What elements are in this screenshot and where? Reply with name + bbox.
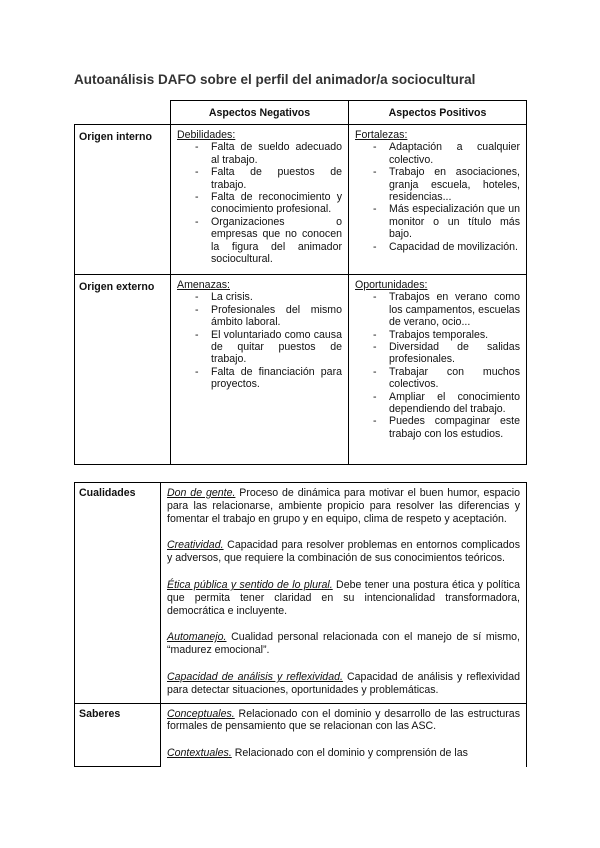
row-origen-externo: [75, 275, 527, 465]
amenazas-cell: [171, 275, 349, 465]
list-item: - Ampliar el conocimiento dependiendo del trabajo.: [355, 391, 520, 416]
saber-term: Conceptuales.: [167, 707, 235, 720]
row-label: Origen interno: [75, 125, 171, 275]
list-item: - Falta de reconocimiento y conocimiento profesional.: [177, 191, 342, 216]
saberes-cell: [161, 703, 527, 766]
saber-paragraph: [167, 747, 520, 760]
row-cualidades: [75, 483, 527, 704]
list-item: - Falta de sueldo adecuado al trabajo.: [177, 141, 342, 166]
dafo-table: [74, 100, 527, 465]
saber-text: Relacionado con el dominio y desarrollo de las estructuras formales de pensamiento que se relacionan con las ASC.: [167, 707, 520, 733]
saber-paragraph: [167, 708, 520, 734]
list-item: - Trabajos temporales.: [355, 329, 520, 341]
cualidad-term: Creatividad.: [167, 539, 224, 552]
cualidad-text: Capacidad para resolver problemas en entornos complicados y adversos, que requiere la combinación de sus conocimientos teóricos.: [167, 539, 520, 565]
cualidad-text: Proceso de dinámica para motivar el buen humor, espacio para las relacionarse, ambiente propicio para resolver las diferencias y fomentar el trabajo en grupo y en equipo, clima de respeto y aceptación.: [167, 487, 520, 525]
cualidad-term: Ética pública y sentido de lo plural.: [167, 578, 333, 591]
debilidades-list: [177, 141, 342, 265]
saber-text: Relacionado con el dominio y comprensión de las: [231, 747, 468, 760]
list-item: - Adaptación a cualquier colectivo.: [355, 141, 520, 166]
list-item: - Diversidad de salidas profesionales.: [355, 341, 520, 366]
oportunidades-heading: Oportunidades:: [355, 279, 428, 291]
amenazas-heading: Amenazas:: [177, 279, 230, 291]
cualidad-term: Don de gente.: [167, 487, 236, 499]
cualidades-saberes-table: [74, 482, 527, 767]
cualidad-text: Debe tener una postura ética y política que permita tener claridad en su intencionalidad transformadora, democrática e incluyente.: [167, 578, 520, 617]
fortalezas-heading: Fortalezas:: [355, 129, 408, 141]
row-label: Cualidades: [75, 483, 161, 704]
cualidad-paragraph: [167, 631, 520, 657]
row-saberes: [75, 703, 527, 766]
list-item: - Más especialización que un monitor o un título más bajo.: [355, 203, 520, 240]
fortalezas-cell: [349, 125, 527, 275]
list-item: - Falta de puestos de trabajo.: [177, 166, 342, 191]
list-item: - Organizaciones o empresas que no conocen la figura del animador sociocultural.: [177, 216, 342, 266]
list-item: - Puedes compaginar este trabajo con los estudios.: [355, 415, 520, 440]
oportunidades-cell: [349, 275, 527, 465]
cualidad-text: Cualidad personal relacionada con el manejo de sí mismo, “madurez emocional”.: [167, 631, 520, 657]
list-item: - Trabajo en asociaciones, granja escuela, hoteles, residencias...: [355, 166, 520, 203]
list-item: - Falta de financiación para proyectos.: [177, 366, 342, 391]
header-positivos: Aspectos Positivos: [349, 101, 527, 125]
cualidad-paragraph: [167, 487, 520, 525]
cualidades-cell: [161, 483, 527, 704]
saber-term: Contextuales.: [167, 747, 232, 760]
cualidad-text: Capacidad de análisis y reflexividad para detectar situaciones, oportunidades y problemáticas.: [167, 670, 520, 696]
list-item: - El voluntariado como causa de quitar puestos de trabajo.: [177, 329, 342, 366]
cualidad-term: Capacidad de análisis y reflexividad.: [167, 670, 343, 683]
dafo-header-row: [75, 101, 527, 125]
list-item: - Capacidad de movilización.: [355, 241, 520, 253]
header-negativos: Aspectos Negativos: [171, 101, 349, 125]
list-item: - Trabajos en verano como los campamentos, escuelas de verano, ocio...: [355, 291, 520, 328]
fortalezas-list: [355, 141, 520, 253]
debilidades-heading: Debilidades:: [177, 129, 236, 141]
cualidad-paragraph: [167, 539, 520, 565]
list-item: - Trabajar con muchos colectivos.: [355, 366, 520, 391]
list-item: - Profesionales del mismo ámbito laboral.: [177, 304, 342, 329]
row-origen-interno: [75, 125, 527, 275]
cualidad-term: Automanejo.: [167, 631, 227, 644]
document-title: Autoanálisis DAFO sobre el perfil del animador/a sociocultural: [74, 72, 476, 87]
cualidad-paragraph: [167, 579, 520, 617]
list-item: - La crisis.: [177, 291, 342, 303]
row-label: Origen externo: [75, 275, 171, 465]
oportunidades-list: [355, 291, 520, 440]
dafo-corner-cell: [75, 101, 171, 125]
amenazas-list: [177, 291, 342, 390]
cualidad-paragraph: [167, 671, 520, 697]
row-label: Saberes: [75, 703, 161, 766]
debilidades-cell: [171, 125, 349, 275]
